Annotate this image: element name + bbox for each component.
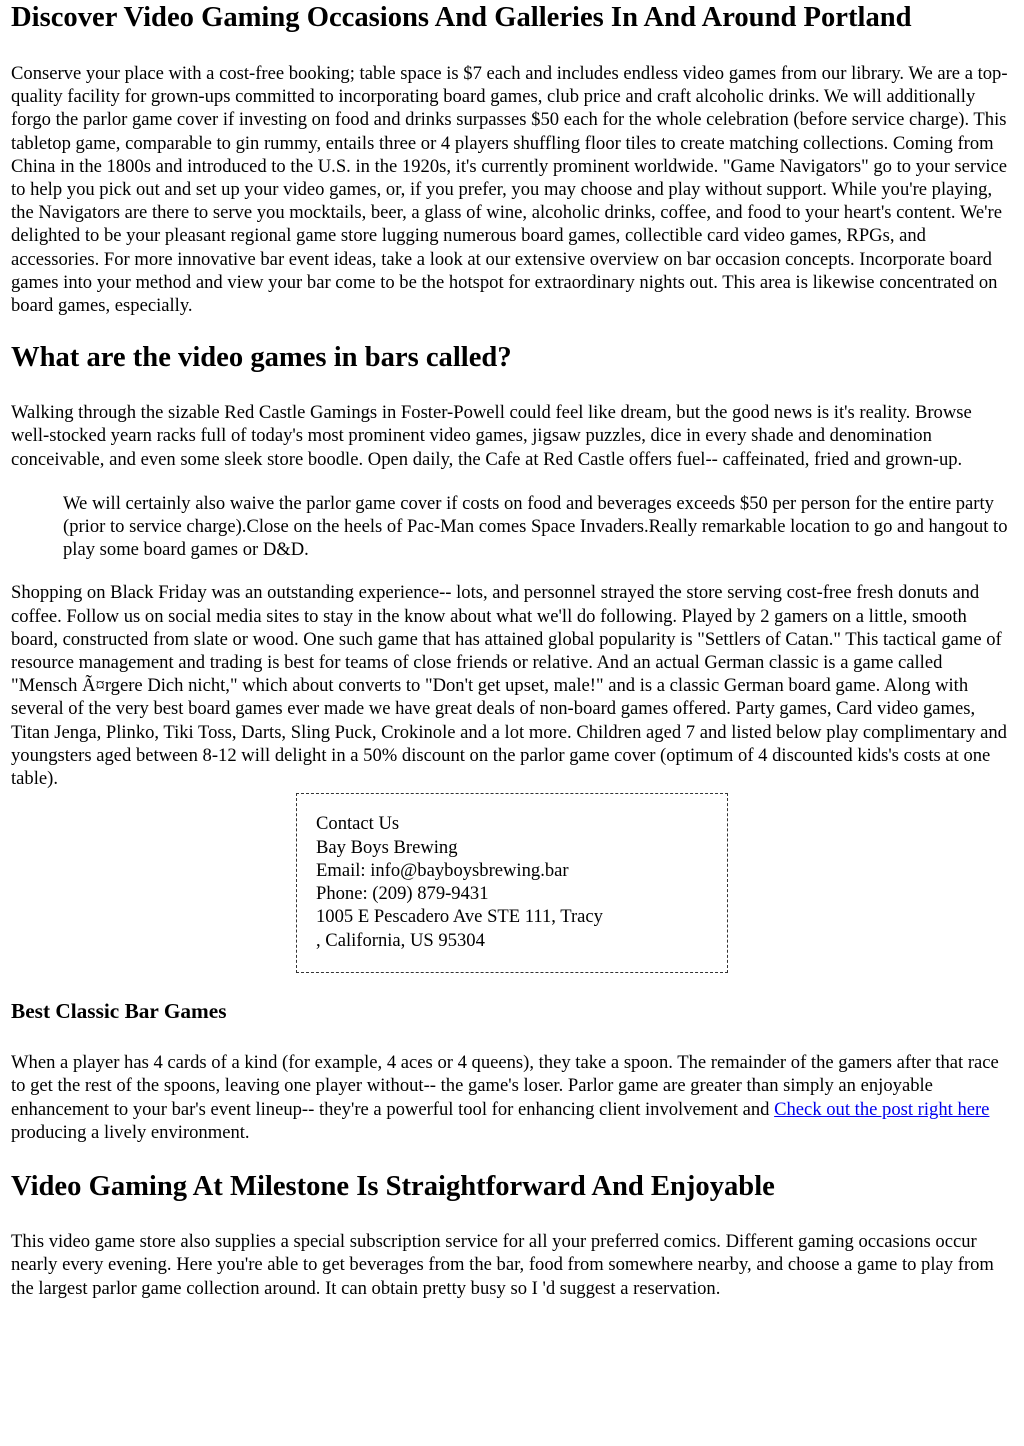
contact-email: Email: info@bayboysbrewing.bar xyxy=(316,859,569,881)
contact-heading: Contact Us xyxy=(316,813,400,835)
contact-address-line2: , California, US 95304 xyxy=(316,929,485,951)
contact-business-name: Bay Boys Brewing xyxy=(316,836,458,858)
intro-paragraph: Conserve your place with a cost-free booking; table space is $7 each and includes endless video games from our library. We are a top-quality facility for grown-ups committed to incorporating board games, club price and craft alcoholic drinks. We will additionally forgo the parlor game cover if investing on food and drinks surpasses $50 each for the whole celebration (before service charge). This tabletop game, comparable to gin rummy, entails three or 4 players shuffling floor tiles to create matching collections. Coming from China in the 1800s and introduced to the U.S. in the 1920s, it's currently prominent worldwide. "Game Navigators" go to your service to help you pick out and set up your video games, or, if you prefer, you may choose and play without support. While you're playing, the Navigators are there to serve you mocktails, beer, a glass of wine, alcoholic drinks, coffee, and food to your heart's content. We're delighted to be your pleasant regional game store lugging numerous board games, collectible card video games, RPGs, and accessories. For more innovative bar event ideas, take a look at our extensive overview on bar occasion concepts. Incorporate board games into your method and view your bar come to be the hotspot for extraordinary nights out. This area is likewise concentrated on board games, especially. xyxy=(11,63,1008,317)
section-heading-bars: What are the video games in bars called? xyxy=(11,342,512,374)
contact-address-line1: 1005 E Pescadero Ave STE 111, Tracy xyxy=(316,906,603,928)
contact-phone: Phone: (209) 879-9431 xyxy=(316,883,489,905)
section-heading-milestone: Video Gaming At Milestone Is Straightforward And Enjoyable xyxy=(11,1171,775,1203)
classic-paragraph xyxy=(11,1051,1013,1144)
classic-text-after-link: producing a lively environment. xyxy=(11,1121,250,1143)
section-heading-classic: Best Classic Bar Games xyxy=(11,999,227,1024)
check-out-post-link[interactable]: Check out the post right here xyxy=(774,1098,990,1120)
milestone-paragraph: This video game store also supplies a special subscription service for all your preferred comics. Different gaming occasions occur nearly every evening. Here you're able to get beverages from the bar, food from somewhere nearby, and choose a game to play from the largest parlor game collection around. It can obtain pretty busy so I 'd suggest a reservation. xyxy=(11,1231,994,1299)
walking-paragraph: Walking through the sizable Red Castle Gamings in Foster-Powell could feel like dream, but the good news is it's reality. Browse well-stocked yearn racks full of today's most prominent video games, jigsaw puzzles, dice in every shade and denomination conceivable, and even some sleek store boodle. Open daily, the Cafe at Red Castle offers fuel-- caffeinated, fried and grown-up. xyxy=(11,402,972,470)
shopping-paragraph: Shopping on Black Friday was an outstanding experience-- lots, and personnel strayed the store serving cost-free fresh donuts and coffee. Follow us on social media sites to stay in the know about what we'll do following. Played by 2 gamers on a little, smooth board, constructed from slate or wood. One such game that has attained global popularity is "Settlers of Catan." This tactical game of resource management and trading is best for teams of close friends or relative. And an actual German classic is a game called "Mensch Ã¤rgere Dich nicht," which about converts to "Don't get upset, male!" and is a classic German board game. Along with several of the very best board games ever made we have great deals of non-board games offered. Party games, Card video games, Titan Jenga, Plinko, Tiki Toss, Darts, Sling Puck, Crokinole and a lot more. Children aged 7 and listed below play complimentary and youngsters aged between 8-12 will delight in a 50% discount on the parlor game cover (optimum of 4 discounted kids's costs at one table). xyxy=(11,582,1007,790)
quote-block: We will certainly also waive the parlor game cover if costs on food and beverages exceeds $50 per person for the entire party (prior to service charge).Close on the heels of Pac-Man comes Space Invaders.Really remarkable location to go and hangout to play some board games or D&D. xyxy=(63,492,1008,561)
page-title: Discover Video Gaming Occasions And Galleries In And Around Portland xyxy=(11,2,912,33)
contact-box xyxy=(296,793,728,973)
classic-text-before-link: When a player has 4 cards of a kind (for example, 4 aces or 4 queens), they take a spoon. The remainder of the gamers after that race to get the rest of the spoons, leaving one player without-- the game's loser. Parlor game are greater than simply an enjoyable enhancement to your bar's event lineup-- they're a powerful tool for enhancing client involvement and xyxy=(11,1052,999,1120)
